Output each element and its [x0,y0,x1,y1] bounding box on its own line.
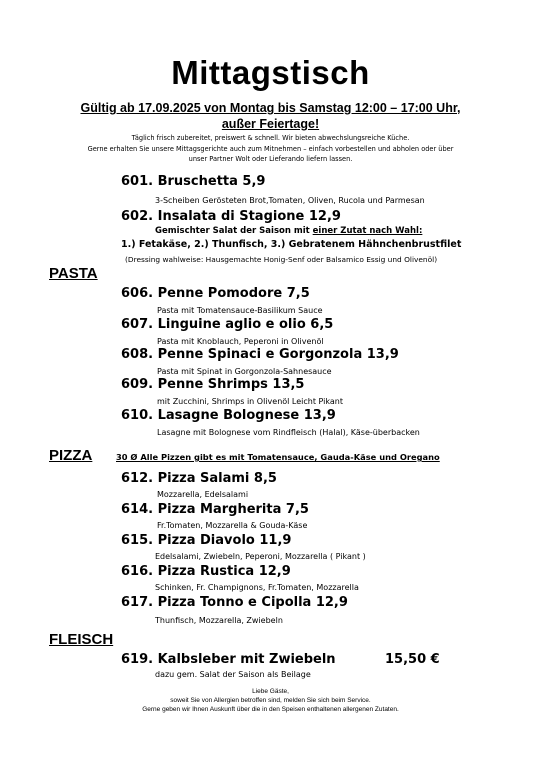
menu-item-title: 617. Pizza Tonno e Cipolla 12,9 [121,595,348,610]
salad-choice-text: einer Zutat nach Wahl: [312,226,423,236]
menu-item-title: 619. Kalbsleber mit Zwiebeln [121,652,336,667]
menu-item-description: Schinken, Fr. Champignons, Fr.Tomaten, Mozzarella [155,583,359,592]
menu-item-title: 602. Insalata di Stagione 12,9 [121,209,341,224]
menu-item-description [155,226,422,236]
menu-item-title: 606. Penne Pomodore 7,5 [121,286,310,301]
menu-item-description: Mozzarella, Edelsalami [157,490,249,499]
pizza-note: 30 Ø Alle Pizzen gibt es mit Tomatensauce, Gauda-Käse und Oregano [116,452,440,462]
page-title: Mittagstisch [171,54,370,91]
menu-item-description: Thunfisch, Mozzarella, Zwiebeln [155,616,283,625]
intro-line-2: Gerne erhalten Sie unsere Mittagsgerichte auch zum Mitnehmen – einfach vorbestellen und abholen oder über [87,145,454,153]
menu-item-description: mit Zucchini, Shrimps in Olivenöl Leicht Pikant [157,397,344,406]
salad-options: 1.) Fetakäse, 2.) Thunfisch, 3.) Gebratenem Hähnchenbrustfilet [121,239,462,250]
intro-line-3: unser Partner Wolt oder Lieferando liefern lassen. [188,155,353,163]
menu-item-description: Fr.Tomaten, Mozzarella & Gouda-Käse [157,521,308,530]
menu-item-title: 609. Penne Shrimps 13,5 [121,377,305,392]
holiday-note: außer Feiertage! [221,117,320,131]
menu-item-description: Edelsalami, Zwiebeln, Peperoni, Mozzarella ( Pikant ) [155,552,366,561]
section-heading-fleisch: FLEISCH [49,631,114,648]
menu-item-description: Pasta mit Spinat in Gorgonzola-Sahnesauce [157,367,332,376]
menu-item-title: 612. Pizza Salami 8,5 [121,471,277,486]
footer-allergy-info: Gerne geben wir Ihnen Auskunft über die in den Speisen enthaltenen allergenen Zutaten. [142,706,399,713]
menu-item-title: 610. Lasagne Bolognese 13,9 [121,408,336,423]
footer-allergy-note: soweit Sie von Allergien betroffen sind, melden Sie sich beim Service. [170,697,371,704]
menu-item-title: 601. Bruschetta 5,9 [121,174,266,189]
menu-item-title: 616. Pizza Rustica 12,9 [121,564,291,579]
dressing-note: (Dressing wahlweise: Hausgemachte Honig-Senf oder Balsamico Essig und Olivenöl) [125,255,438,264]
footer-greeting: Liebe Gäste, [252,688,289,695]
section-heading-pizza: PIZZA [49,447,93,464]
opening-hours-line: Gültig ab 17.09.2025 von Montag bis Samstag 12:00 – 17:00 Uhr, [80,101,461,115]
menu-item-description: dazu gem. Salat der Saison als Beilage [155,670,311,679]
menu-item-title: 615. Pizza Diavolo 11,9 [121,533,292,548]
intro-line-1: Täglich frisch zubereitet, preiswert & schnell. Wir bieten abwechslungsreiche Küche. [131,134,410,142]
menu-item-description: 3-Scheiben Gerösteten Brot,Tomaten, Oliven, Rucola und Parmesan [155,196,425,205]
salad-desc-text: Gemischter Salat der Saison mit [155,226,313,236]
section-heading-pasta: PASTA [49,265,98,282]
menu-item-description: Pasta mit Tomatensauce-Basilikum Sauce [157,306,323,315]
menu-item-description: Lasagne mit Bolognese vom Rindfleisch (Halal), Käse-überbacken [157,428,420,437]
menu-item-title: 607. Linguine aglio e olio 6,5 [121,317,334,332]
menu-item-description: Pasta mit Knoblauch, Peperoni in Olivenöl [157,337,324,346]
menu-item-title: 608. Penne Spinaci e Gorgonzola 13,9 [121,347,399,362]
menu-item-title: 614. Pizza Margherita 7,5 [121,502,309,517]
menu-item-price: 15,50 € [385,652,440,667]
